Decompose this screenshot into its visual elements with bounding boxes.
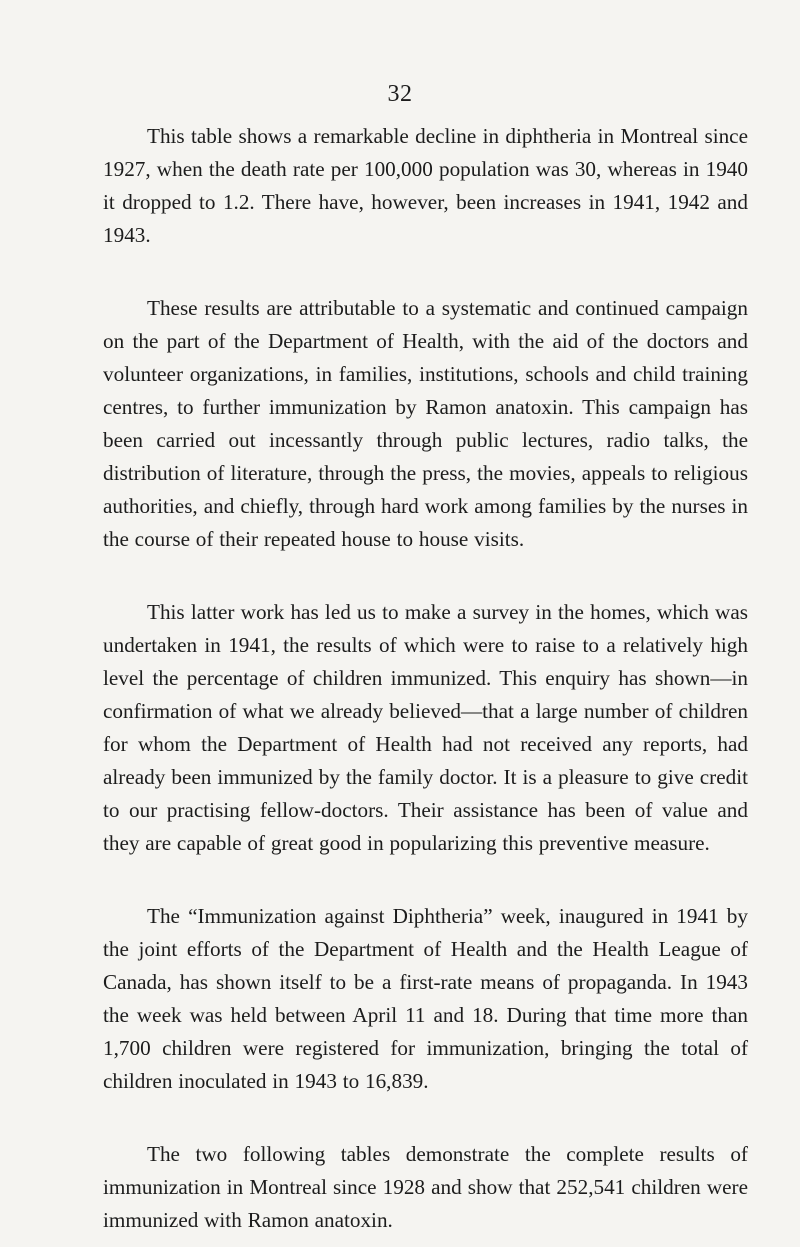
paragraph-following-tables: The two following tables demonstrate the complete results of immunization in Montreal since 1928 and show that 252,541 children were immunized with Ramon anatoxin. (103, 1142, 748, 1232)
page-number: 32 (387, 81, 413, 107)
body-text (103, 120, 748, 1237)
paragraph-immunization-week: The “Immunization against Diphtheria” week, inaugured in 1941 by the joint efforts of the Department of Health and the Health League of Canada, has shown itself to be a first-rate means of propaganda. In 1943 the week was held between April 11 and 18. During that time more than 1,700 children were registered for immunization, bringing the total of children inoculated in 1943 to 16,839. (103, 904, 748, 1093)
paragraph-home-survey: This latter work has led us to make a survey in the homes, which was undertaken in 1941, the results of which were to raise to a relatively high level the percentage of children immunized. This enquiry has shown—in confirmation of what we already believed—that a large number of children for whom the Department of Health had not received any reports, had already been immunized by the family doctor. It is a pleasure to give credit to our practising fellow-doctors. Their assistance has been of value and they are capable of great good in popularizing this preventive measure. (103, 600, 748, 855)
paragraph-campaign: These results are attributable to a systematic and continued campaign on the part of the Department of Health, with the aid of the doctors and volunteer organizations, in families, institutions, schools and child training centres, to further immunization by Ramon anatoxin. This campaign has been carried out incessantly through public lectures, radio talks, the distribution of literature, through the press, the movies, appeals to religious authorities, and chiefly, through hard work among families by the nurses in the course of their repeated house to house visits. (103, 296, 748, 551)
paragraph-death-rate-decline: This table shows a remarkable decline in diphtheria in Montreal since 1927, when the death rate per 100,000 population was 30, whereas in 1940 it dropped to 1.2. There have, however, been increases in 1941, 1942 and 1943. (103, 124, 748, 247)
